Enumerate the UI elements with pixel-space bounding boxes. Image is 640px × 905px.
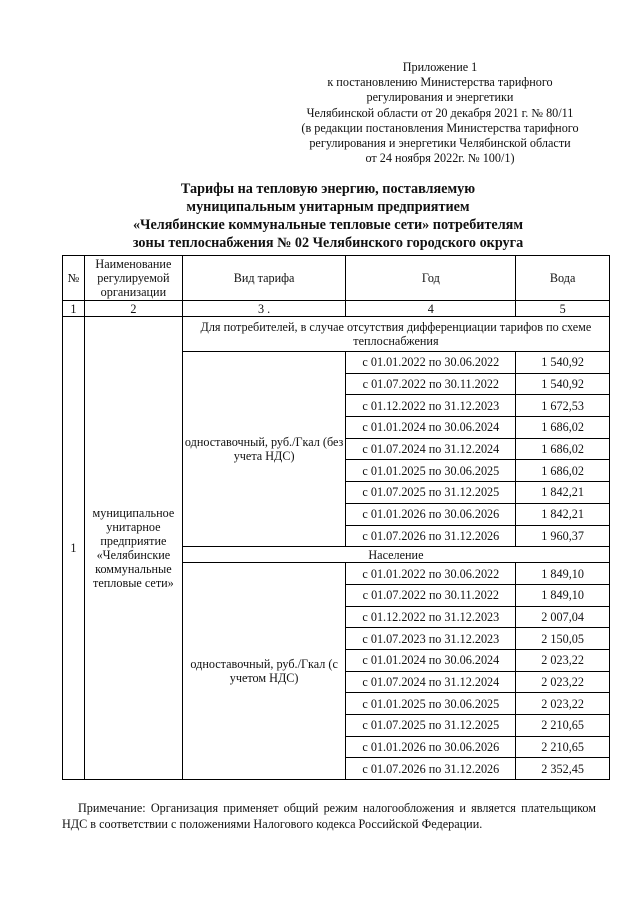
subheader-row (63, 317, 610, 352)
header-organization: Наименование регулируемой организации (84, 256, 182, 301)
header-water: Вода (516, 256, 610, 301)
price-cell: 1 686,02 (516, 438, 610, 460)
header-number: № (63, 256, 85, 301)
price-cell: 2 150,05 (516, 628, 610, 650)
period-cell: с 01.01.2024 по 30.06.2024 (346, 649, 516, 671)
appendix-header (280, 60, 600, 166)
appendix-line: от 24 ноября 2022г. № 100/1) (365, 151, 515, 166)
period-cell: с 01.01.2026 по 30.06.2026 (346, 736, 516, 758)
period-cell: с 01.01.2026 по 30.06.2026 (346, 503, 516, 525)
period-cell: с 01.07.2025 по 31.12.2025 (346, 715, 516, 737)
price-cell: 1 686,02 (516, 460, 610, 482)
price-cell: 1 672,53 (516, 395, 610, 417)
period-cell: с 01.07.2022 по 30.11.2022 (346, 373, 516, 395)
period-cell: с 01.07.2023 по 31.12.2023 (346, 628, 516, 650)
price-cell: 1 842,21 (516, 503, 610, 525)
appendix-line: к постановлению Министерства тарифного (327, 75, 553, 90)
period-cell: с 01.07.2024 по 31.12.2024 (346, 671, 516, 693)
price-cell: 1 842,21 (516, 482, 610, 504)
appendix-line: регулирования и энергетики Челябинской области (309, 136, 571, 151)
price-cell: 2 210,65 (516, 736, 610, 758)
header-tariff-type: Вид тарифа (182, 256, 346, 301)
title-line: муниципальным унитарным предприятием (186, 199, 470, 215)
period-cell: с 01.01.2022 по 30.06.2022 (346, 352, 516, 374)
period-cell: с 01.07.2025 по 31.12.2025 (346, 482, 516, 504)
period-cell: с 01.12.2022 по 31.12.2023 (346, 395, 516, 417)
tariff-table (62, 255, 610, 780)
appendix-line: (в редакции постановления Министерства тарифного (301, 120, 579, 135)
period-cell: с 01.01.2022 по 30.06.2022 (346, 563, 516, 585)
period-cell: с 01.01.2024 по 30.06.2024 (346, 417, 516, 439)
price-cell: 1 540,92 (516, 352, 610, 374)
note-paragraph: Примечание: Организация применяет общий режим налогообложения и является плательщиком НДС в соответствии с положениями Налогового кодекса Российской Федерации. (62, 801, 596, 831)
document-title (40, 180, 616, 252)
appendix-line: Приложение 1 (402, 60, 478, 74)
header-row (63, 256, 610, 301)
title-line: Тарифы на тепловую энергию, поставляемую (180, 181, 476, 197)
period-cell: с 01.07.2026 по 31.12.2026 (346, 758, 516, 780)
title-line: зоны теплоснабжения № 02 Челябинского городского округа (132, 235, 524, 251)
column-number: 4 (346, 301, 516, 317)
price-cell: 1 540,92 (516, 373, 610, 395)
price-cell: 2 007,04 (516, 606, 610, 628)
row-number: 1 (63, 317, 85, 780)
column-number: 5 (516, 301, 610, 317)
price-cell: 1 849,10 (516, 563, 610, 585)
price-cell: 2 210,65 (516, 715, 610, 737)
price-cell: 2 352,45 (516, 758, 610, 780)
period-cell: с 01.12.2022 по 31.12.2023 (346, 606, 516, 628)
header-year: Год (346, 256, 516, 301)
period-cell: с 01.07.2026 по 31.12.2026 (346, 525, 516, 547)
column-number: 3 . (182, 301, 346, 317)
tariff-type: одноставочный, руб./Гкал (без учета НДС) (182, 352, 346, 547)
column-number: 1 (63, 301, 85, 317)
column-number-row (63, 301, 610, 317)
price-cell: 2 023,22 (516, 671, 610, 693)
appendix-line: регулирования и энергетики (366, 90, 514, 105)
column-number: 2 (84, 301, 182, 317)
period-cell: с 01.07.2022 по 30.11.2022 (346, 584, 516, 606)
price-cell: 2 023,22 (516, 693, 610, 715)
price-cell: 1 849,10 (516, 584, 610, 606)
period-cell: с 01.01.2025 по 30.06.2025 (346, 693, 516, 715)
organization-name: муниципальное унитарное предприятие «Челябинские коммунальные тепловые сети» (84, 317, 182, 780)
appendix-line: Челябинской области от 20 декабря 2021 г. № 80/11 (306, 105, 574, 120)
group-subheader: Население (182, 547, 609, 563)
period-cell: с 01.07.2024 по 31.12.2024 (346, 438, 516, 460)
tariff-type: одноставочный, руб./Гкал (с учетом НДС) (182, 563, 346, 780)
period-cell: с 01.01.2025 по 30.06.2025 (346, 460, 516, 482)
title-line: «Челябинские коммунальные тепловые сети» потребителям (132, 217, 524, 233)
price-cell: 1 960,37 (516, 525, 610, 547)
price-cell: 1 686,02 (516, 417, 610, 439)
group-subheader: Для потребителей, в случае отсутствия дифференциации тарифов по схеме теплоснабжения (182, 317, 609, 352)
price-cell: 2 023,22 (516, 649, 610, 671)
